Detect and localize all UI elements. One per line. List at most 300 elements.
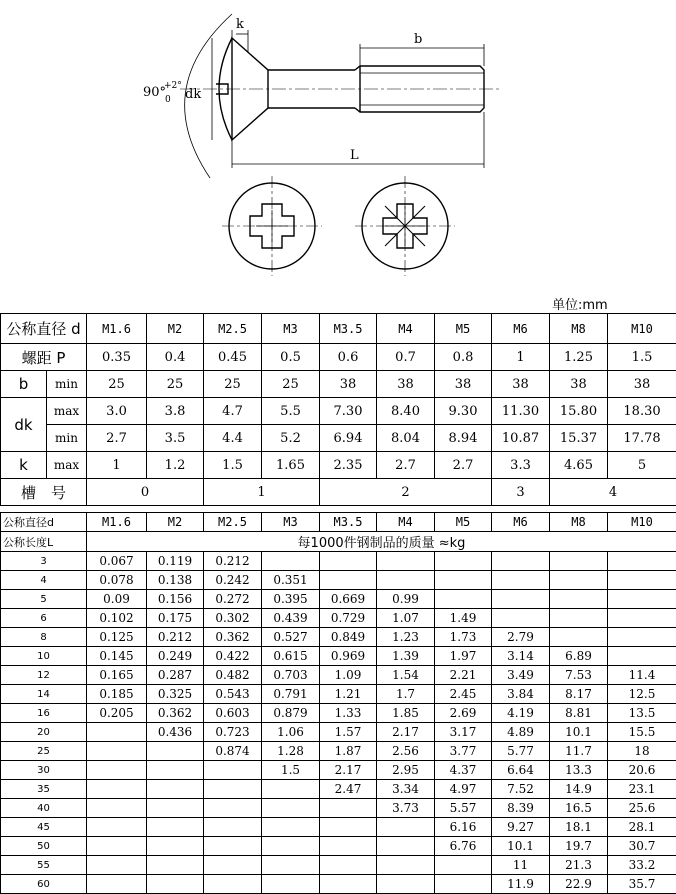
k-row <box>1 452 676 479</box>
size-header-row <box>1 314 676 344</box>
length-cell: 12 <box>1 666 87 685</box>
b-cell: 25 <box>262 371 320 398</box>
mass-cell <box>320 799 377 818</box>
size-cell: M6 <box>492 314 550 344</box>
pitch-cell: 0.35 <box>87 344 147 371</box>
mass-size-cell: M4 <box>377 513 435 532</box>
length-cell: 20 <box>1 723 87 742</box>
dk-min-cell: 6.94 <box>320 425 377 452</box>
mass-cell: 0.849 <box>320 628 377 647</box>
mass-cell: 1.39 <box>377 647 435 666</box>
mass-cell: 0.395 <box>262 590 320 609</box>
mass-cell <box>608 590 676 609</box>
mass-cell: 13.5 <box>608 704 676 723</box>
mass-size-cell: M3.5 <box>320 513 377 532</box>
mass-cell <box>87 856 147 875</box>
size-cell: M2.5 <box>204 314 262 344</box>
k-dim-label: k <box>236 17 244 32</box>
mass-cell <box>262 799 320 818</box>
mass-cell: 3.73 <box>377 799 435 818</box>
dk-min-cell: 8.94 <box>435 425 492 452</box>
groove-label: 槽 号 <box>1 479 87 506</box>
mass-cell <box>435 875 492 894</box>
mass-cell: 0.212 <box>204 552 262 571</box>
size-cell: M2 <box>147 314 204 344</box>
dk-max-sub: max <box>47 398 87 425</box>
mass-row <box>1 837 676 856</box>
mass-cell: 0.603 <box>204 704 262 723</box>
length-cell: 16 <box>1 704 87 723</box>
mass-cell: 0.439 <box>262 609 320 628</box>
k-cell: 1.2 <box>147 452 204 479</box>
mass-cell: 0.119 <box>147 552 204 571</box>
mass-cell <box>320 571 377 590</box>
pitch-cell: 1 <box>492 344 550 371</box>
mass-cell <box>377 837 435 856</box>
dk-min-cell: 3.5 <box>147 425 204 452</box>
cross-recess-z-icon <box>355 176 455 276</box>
mass-cell <box>87 818 147 837</box>
mass-cell <box>87 799 147 818</box>
b-cell: 38 <box>435 371 492 398</box>
mass-cell <box>320 875 377 894</box>
dk-min-sub: min <box>47 425 87 452</box>
mass-cell: 19.7 <box>550 837 608 856</box>
dk-min-cell: 15.37 <box>550 425 608 452</box>
mass-cell <box>204 875 262 894</box>
pitch-cell: 0.4 <box>147 344 204 371</box>
k-cell: 1 <box>87 452 147 479</box>
mass-cell: 18 <box>608 742 676 761</box>
dk-max-cell: 8.40 <box>377 398 435 425</box>
pitch-cell: 0.5 <box>262 344 320 371</box>
mass-cell <box>492 590 550 609</box>
mass-cell <box>147 742 204 761</box>
mass-size-cell: M2.5 <box>204 513 262 532</box>
mass-cell: 0.156 <box>147 590 204 609</box>
mass-cell <box>262 818 320 837</box>
k-cell: 3.3 <box>492 452 550 479</box>
dk-max-cell: 7.30 <box>320 398 377 425</box>
b-label: b <box>1 371 47 398</box>
mass-row <box>1 761 676 780</box>
mass-cell: 10.1 <box>492 837 550 856</box>
mass-cell: 0.249 <box>147 647 204 666</box>
mass-cell: 0.615 <box>262 647 320 666</box>
length-cell: 14 <box>1 685 87 704</box>
mass-size-cell: M6 <box>492 513 550 532</box>
mass-cell <box>377 818 435 837</box>
mass-row <box>1 875 676 894</box>
mass-cell: 2.21 <box>435 666 492 685</box>
mass-row <box>1 647 676 666</box>
mass-cell: 1.85 <box>377 704 435 723</box>
mass-cell: 0.669 <box>320 590 377 609</box>
mass-cell: 0.125 <box>87 628 147 647</box>
length-cell: 5 <box>1 590 87 609</box>
mass-cell: 4.37 <box>435 761 492 780</box>
mass-size-cell: M8 <box>550 513 608 532</box>
angle-tolerance-low: 0 <box>165 95 171 105</box>
mass-cell: 15.5 <box>608 723 676 742</box>
mass-cell <box>608 571 676 590</box>
mass-cell: 1.28 <box>262 742 320 761</box>
mass-cell: 8.81 <box>550 704 608 723</box>
mass-cell <box>204 856 262 875</box>
mass-cell <box>608 628 676 647</box>
mass-cell: 1.5 <box>262 761 320 780</box>
mass-cell: 0.165 <box>87 666 147 685</box>
mass-size-cell: M3 <box>262 513 320 532</box>
mass-row <box>1 685 676 704</box>
mass-cell <box>87 742 147 761</box>
mass-cell: 3.17 <box>435 723 492 742</box>
mass-row <box>1 818 676 837</box>
mass-cell: 0.791 <box>262 685 320 704</box>
mass-cell: 1.49 <box>435 609 492 628</box>
L-dim-label: L <box>350 148 359 163</box>
mass-cell: 0.145 <box>87 647 147 666</box>
mass-cell <box>147 780 204 799</box>
mass-cell <box>320 818 377 837</box>
mass-cell <box>147 799 204 818</box>
k-cell: 1.5 <box>204 452 262 479</box>
mass-cell <box>550 552 608 571</box>
k-cell: 2.35 <box>320 452 377 479</box>
dk-max-cell: 15.80 <box>550 398 608 425</box>
length-cell: 4 <box>1 571 87 590</box>
mass-cell <box>608 647 676 666</box>
size-cell: M10 <box>608 314 676 344</box>
mass-row <box>1 628 676 647</box>
mass-cell <box>320 552 377 571</box>
mass-caption: 每1000件钢制品的质量 ≈kg <box>87 532 676 552</box>
mass-cell: 7.52 <box>492 780 550 799</box>
mass-cell: 9.27 <box>492 818 550 837</box>
mass-cell: 1.54 <box>377 666 435 685</box>
mass-cell: 28.1 <box>608 818 676 837</box>
mass-cell <box>204 837 262 856</box>
mass-cell: 3.49 <box>492 666 550 685</box>
nominal-diameter-label: 公称直径 d <box>1 314 87 344</box>
mass-cell: 16.5 <box>550 799 608 818</box>
mass-cell <box>204 761 262 780</box>
dk-max-cell: 5.5 <box>262 398 320 425</box>
mass-cell: 1.07 <box>377 609 435 628</box>
mass-cell <box>147 875 204 894</box>
mass-size-cell: M1.6 <box>87 513 147 532</box>
mass-cell: 1.23 <box>377 628 435 647</box>
mass-cell <box>204 818 262 837</box>
b-cell: 38 <box>320 371 377 398</box>
length-cell: 25 <box>1 742 87 761</box>
countersunk-screw-side-view <box>185 14 484 178</box>
mass-cell: 1.87 <box>320 742 377 761</box>
mass-cell: 1.7 <box>377 685 435 704</box>
mass-cell: 0.351 <box>262 571 320 590</box>
mass-cell: 14.9 <box>550 780 608 799</box>
mass-cell: 4.97 <box>435 780 492 799</box>
mass-cell: 0.325 <box>147 685 204 704</box>
mass-cell: 12.5 <box>608 685 676 704</box>
mass-cell <box>262 780 320 799</box>
dk-max-row <box>1 398 676 425</box>
mass-cell: 11 <box>492 856 550 875</box>
mass-cell <box>435 590 492 609</box>
mass-row <box>1 552 676 571</box>
mass-cell: 11.4 <box>608 666 676 685</box>
mass-row <box>1 780 676 799</box>
length-cell: 8 <box>1 628 87 647</box>
mass-cell: 22.9 <box>550 875 608 894</box>
mass-cell <box>608 552 676 571</box>
mass-row <box>1 742 676 761</box>
mass-cell: 0.175 <box>147 609 204 628</box>
mass-cell <box>550 571 608 590</box>
length-cell: 10 <box>1 647 87 666</box>
mass-cell: 3.34 <box>377 780 435 799</box>
mass-cell <box>87 723 147 742</box>
mass-size-cell: M5 <box>435 513 492 532</box>
dk-min-cell: 17.78 <box>608 425 676 452</box>
mass-cell: 0.138 <box>147 571 204 590</box>
b-cell: 25 <box>204 371 262 398</box>
mass-cell <box>147 856 204 875</box>
mass-row <box>1 799 676 818</box>
k-cell: 2.7 <box>435 452 492 479</box>
mass-size-cell: M10 <box>608 513 676 532</box>
mass-cell: 6.64 <box>492 761 550 780</box>
mass-cell: 11.7 <box>550 742 608 761</box>
mass-row <box>1 590 676 609</box>
b-cell: 25 <box>147 371 204 398</box>
mass-cell: 2.17 <box>377 723 435 742</box>
angle-label: 90° <box>143 85 167 100</box>
k-label: k <box>1 452 47 479</box>
mass-cell: 20.6 <box>608 761 676 780</box>
mass-cell <box>147 761 204 780</box>
mass-cell: 0.09 <box>87 590 147 609</box>
pitch-cell: 0.7 <box>377 344 435 371</box>
mass-cell <box>262 837 320 856</box>
length-cell: 30 <box>1 761 87 780</box>
length-cell: 35 <box>1 780 87 799</box>
mass-cell <box>608 609 676 628</box>
k-cell: 2.7 <box>377 452 435 479</box>
mass-cell: 11.9 <box>492 875 550 894</box>
cross-recess-h-icon <box>222 176 322 276</box>
mass-cell: 0.212 <box>147 628 204 647</box>
mass-cell: 33.2 <box>608 856 676 875</box>
length-cell: 3 <box>1 552 87 571</box>
mass-cell <box>147 818 204 837</box>
mass-cell <box>492 571 550 590</box>
mass-cell: 2.47 <box>320 780 377 799</box>
mass-cell <box>377 856 435 875</box>
mass-row <box>1 666 676 685</box>
mass-cell: 8.39 <box>492 799 550 818</box>
mass-cell: 0.272 <box>204 590 262 609</box>
dimension-table <box>0 313 676 506</box>
mass-cell <box>262 552 320 571</box>
mass-cell: 0.874 <box>204 742 262 761</box>
mass-cell <box>87 837 147 856</box>
mass-cell: 1.57 <box>320 723 377 742</box>
mass-cell: 4.89 <box>492 723 550 742</box>
dk-max-cell: 4.7 <box>204 398 262 425</box>
mass-cell: 8.17 <box>550 685 608 704</box>
mass-cell <box>320 837 377 856</box>
mass-cell: 0.99 <box>377 590 435 609</box>
dk-label: dk <box>1 398 47 452</box>
mass-table <box>0 512 676 894</box>
b-dim-label: b <box>414 32 423 47</box>
groove-cell: 1 <box>204 479 320 506</box>
mass-cell <box>262 875 320 894</box>
dk-min-cell: 10.87 <box>492 425 550 452</box>
mass-cell: 5.57 <box>435 799 492 818</box>
mass-cell <box>492 609 550 628</box>
length-cell: 60 <box>1 875 87 894</box>
k-max-sub: max <box>47 452 87 479</box>
mass-cell: 0.723 <box>204 723 262 742</box>
b-cell: 38 <box>608 371 676 398</box>
mass-cell: 0.729 <box>320 609 377 628</box>
mass-cell: 1.21 <box>320 685 377 704</box>
dk-min-row <box>1 425 676 452</box>
pitch-cell: 0.8 <box>435 344 492 371</box>
mass-cell: 1.73 <box>435 628 492 647</box>
mass-cell: 23.1 <box>608 780 676 799</box>
mass-cell <box>377 552 435 571</box>
dk-max-cell: 3.8 <box>147 398 204 425</box>
length-cell: 50 <box>1 837 87 856</box>
mass-cell: 0.422 <box>204 647 262 666</box>
mass-cell: 0.302 <box>204 609 262 628</box>
dk-min-cell: 4.4 <box>204 425 262 452</box>
mass-cell: 3.84 <box>492 685 550 704</box>
b-cell: 38 <box>550 371 608 398</box>
mass-cell: 2.79 <box>492 628 550 647</box>
mass-cell <box>87 875 147 894</box>
mass-cell <box>435 552 492 571</box>
mass-caption-row <box>1 532 676 552</box>
mass-cell: 0.527 <box>262 628 320 647</box>
screw-drawing <box>0 0 676 292</box>
mass-cell: 0.879 <box>262 704 320 723</box>
mass-cell: 2.17 <box>320 761 377 780</box>
mass-header-row <box>1 513 676 532</box>
mass-cell: 5.77 <box>492 742 550 761</box>
mass-cell: 7.53 <box>550 666 608 685</box>
mass-cell: 0.067 <box>87 552 147 571</box>
pitch-cell: 0.45 <box>204 344 262 371</box>
mass-cell: 0.242 <box>204 571 262 590</box>
mass-row <box>1 856 676 875</box>
mass-cell: 25.6 <box>608 799 676 818</box>
mass-row <box>1 723 676 742</box>
size-cell: M5 <box>435 314 492 344</box>
mass-row <box>1 704 676 723</box>
groove-cell: 3 <box>492 479 550 506</box>
mass-cell: 3.14 <box>492 647 550 666</box>
groove-cell: 0 <box>87 479 204 506</box>
k-cell: 4.65 <box>550 452 608 479</box>
dk-dim-label: dk <box>185 87 202 102</box>
mass-cell <box>550 628 608 647</box>
groove-cell: 4 <box>550 479 676 506</box>
mass-cell: 2.69 <box>435 704 492 723</box>
b-min-sub: min <box>47 371 87 398</box>
mass-cell: 0.969 <box>320 647 377 666</box>
mass-cell: 1.06 <box>262 723 320 742</box>
mass-cell: 0.078 <box>87 571 147 590</box>
groove-cell: 2 <box>320 479 492 506</box>
mass-cell: 0.436 <box>147 723 204 742</box>
mass-cell: 0.482 <box>204 666 262 685</box>
mass-cell: 3.77 <box>435 742 492 761</box>
mass-cell <box>320 856 377 875</box>
mass-cell: 10.1 <box>550 723 608 742</box>
mass-cell <box>147 837 204 856</box>
length-cell: 40 <box>1 799 87 818</box>
b-row <box>1 371 676 398</box>
mass-cell: 2.56 <box>377 742 435 761</box>
unit-label: 单位:mm <box>552 298 608 313</box>
mass-cell <box>435 571 492 590</box>
mass-cell: 0.703 <box>262 666 320 685</box>
mass-cell: 0.362 <box>204 628 262 647</box>
pitch-label: 螺距 P <box>1 344 87 371</box>
mass-cell: 0.205 <box>87 704 147 723</box>
mass-cell <box>377 571 435 590</box>
length-cell: 55 <box>1 856 87 875</box>
mass-cell: 0.543 <box>204 685 262 704</box>
size-cell: M8 <box>550 314 608 344</box>
size-cell: M4 <box>377 314 435 344</box>
dk-max-cell: 9.30 <box>435 398 492 425</box>
mass-cell <box>550 590 608 609</box>
mass-cell: 6.16 <box>435 818 492 837</box>
mass-size-cell: M2 <box>147 513 204 532</box>
k-cell: 1.65 <box>262 452 320 479</box>
b-cell: 25 <box>87 371 147 398</box>
size-cell: M1.6 <box>87 314 147 344</box>
dk-max-cell: 18.30 <box>608 398 676 425</box>
mass-cell <box>204 780 262 799</box>
b-cell: 38 <box>377 371 435 398</box>
dk-min-cell: 5.2 <box>262 425 320 452</box>
mass-cell: 35.7 <box>608 875 676 894</box>
dk-min-cell: 2.7 <box>87 425 147 452</box>
angle-tolerance: +2° <box>164 81 182 91</box>
mass-cell: 1.09 <box>320 666 377 685</box>
mass-cell: 18.1 <box>550 818 608 837</box>
mass-cell: 0.362 <box>147 704 204 723</box>
pitch-row <box>1 344 676 371</box>
mass-cell: 6.89 <box>550 647 608 666</box>
mass-cell <box>550 609 608 628</box>
length-cell: 45 <box>1 818 87 837</box>
mass-cell: 2.45 <box>435 685 492 704</box>
size-cell: M3 <box>262 314 320 344</box>
dk-min-cell: 8.04 <box>377 425 435 452</box>
mass-cell: 0.102 <box>87 609 147 628</box>
mass-cell <box>435 856 492 875</box>
b-cell: 38 <box>492 371 550 398</box>
dk-max-cell: 3.0 <box>87 398 147 425</box>
mass-cell <box>87 780 147 799</box>
